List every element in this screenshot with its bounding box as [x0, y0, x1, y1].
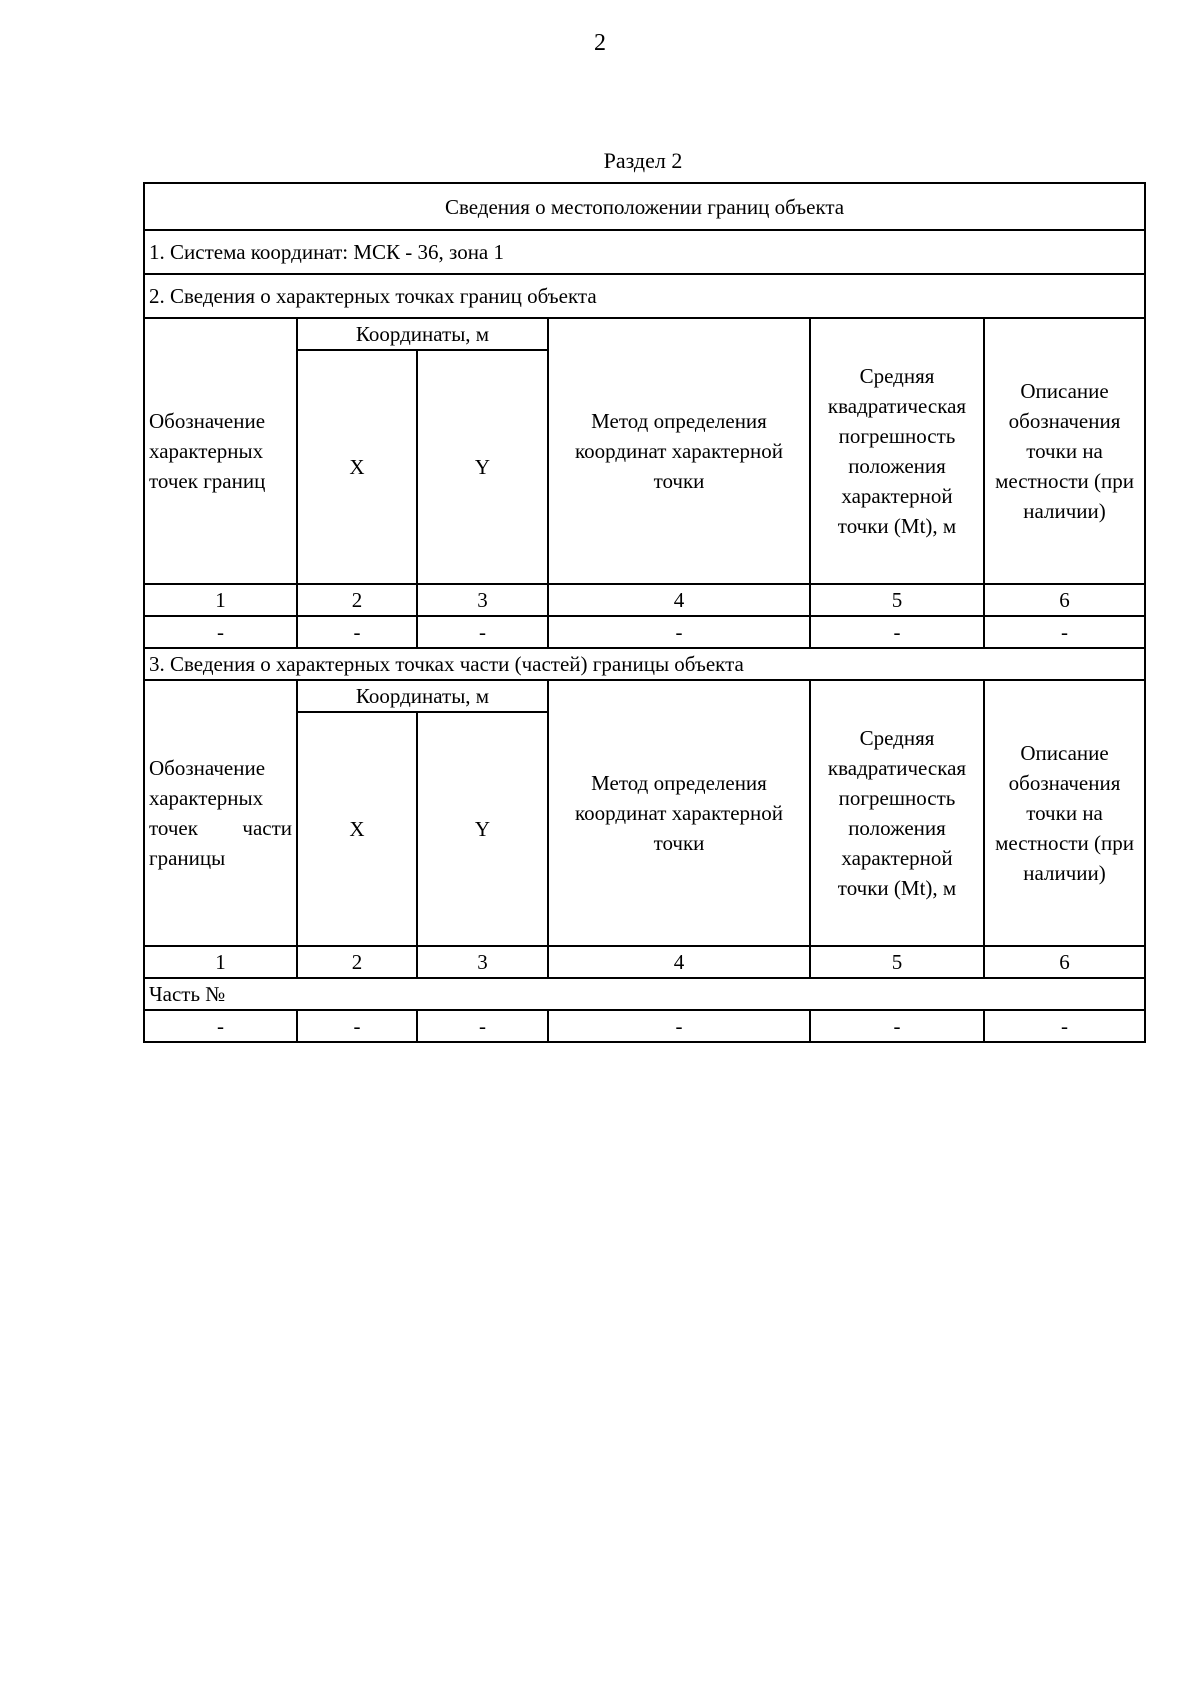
colnum-cell: 1	[144, 946, 297, 978]
table-cell: -	[984, 1010, 1145, 1042]
table-cell: -	[810, 1010, 984, 1042]
section3-colnum-row	[144, 946, 1145, 978]
table-row	[144, 616, 1145, 648]
colnum-cell: 5	[810, 584, 984, 616]
part-label-row	[144, 978, 1145, 1010]
table-cell: -	[810, 616, 984, 648]
section2-header-point: Обозначение характерных точек границ	[144, 318, 297, 584]
section2-header-coords: Координаты, м	[297, 318, 548, 350]
part-label: Часть №	[144, 978, 1145, 1010]
table-title: Сведения о местоположении границ объекта	[144, 183, 1145, 230]
colnum-cell: 3	[417, 946, 548, 978]
coordinate-system-row	[144, 230, 1145, 274]
colnum-cell: 2	[297, 584, 417, 616]
table-cell: -	[144, 1010, 297, 1042]
section2-header-x: X	[297, 350, 417, 584]
section3-header-x: X	[297, 712, 417, 946]
colnum-cell: 6	[984, 584, 1145, 616]
table-cell: -	[417, 616, 548, 648]
table-cell: -	[297, 1010, 417, 1042]
section3-title-row	[144, 648, 1145, 680]
table-title-row	[144, 183, 1145, 230]
section3-header-method: Метод определения координат характерной точки	[548, 680, 810, 946]
page-number: 2	[594, 30, 606, 56]
section3-header-row	[144, 680, 1145, 712]
section2-header-row	[144, 318, 1145, 350]
section3-header-y: Y	[417, 712, 548, 946]
section2-title-row	[144, 274, 1145, 318]
section3-header-coords: Координаты, м	[297, 680, 548, 712]
section3-title: 3. Сведения о характерных точках части (частей) границы объекта	[144, 648, 1145, 680]
section3-header-desc: Описание обозначения точки на местности (при наличии)	[984, 680, 1145, 946]
table-cell: -	[297, 616, 417, 648]
colnum-cell: 6	[984, 946, 1145, 978]
section2-header-desc: Описание обозначения точки на местности (при наличии)	[984, 318, 1145, 584]
table-cell: -	[548, 616, 810, 648]
section-title: Раздел 2	[603, 148, 683, 173]
colnum-cell: 4	[548, 946, 810, 978]
colnum-cell: 5	[810, 946, 984, 978]
table-cell: -	[548, 1010, 810, 1042]
section2-colnum-row	[144, 584, 1145, 616]
section2-header-method: Метод определения координат характерной точки	[548, 318, 810, 584]
colnum-cell: 1	[144, 584, 297, 616]
colnum-cell: 4	[548, 584, 810, 616]
section2-header-y: Y	[417, 350, 548, 584]
table-cell: -	[144, 616, 297, 648]
section2-title: 2. Сведения о характерных точках границ объекта	[144, 274, 1145, 318]
colnum-cell: 2	[297, 946, 417, 978]
section3-header-error: Средняя квадратическая погрешность положения характерной точки (Mt), м	[810, 680, 984, 946]
table-cell: -	[984, 616, 1145, 648]
table-row	[144, 1010, 1145, 1042]
boundary-table	[143, 182, 1146, 1043]
coordinate-system: 1. Система координат: МСК - 36, зона 1	[144, 230, 1145, 274]
section2-header-error: Средняя квадратическая погрешность положения характерной точки (Mt), м	[810, 318, 984, 584]
section3-header-point: Обозначение характерных точек части границы	[144, 680, 297, 946]
table-cell: -	[417, 1010, 548, 1042]
colnum-cell: 3	[417, 584, 548, 616]
